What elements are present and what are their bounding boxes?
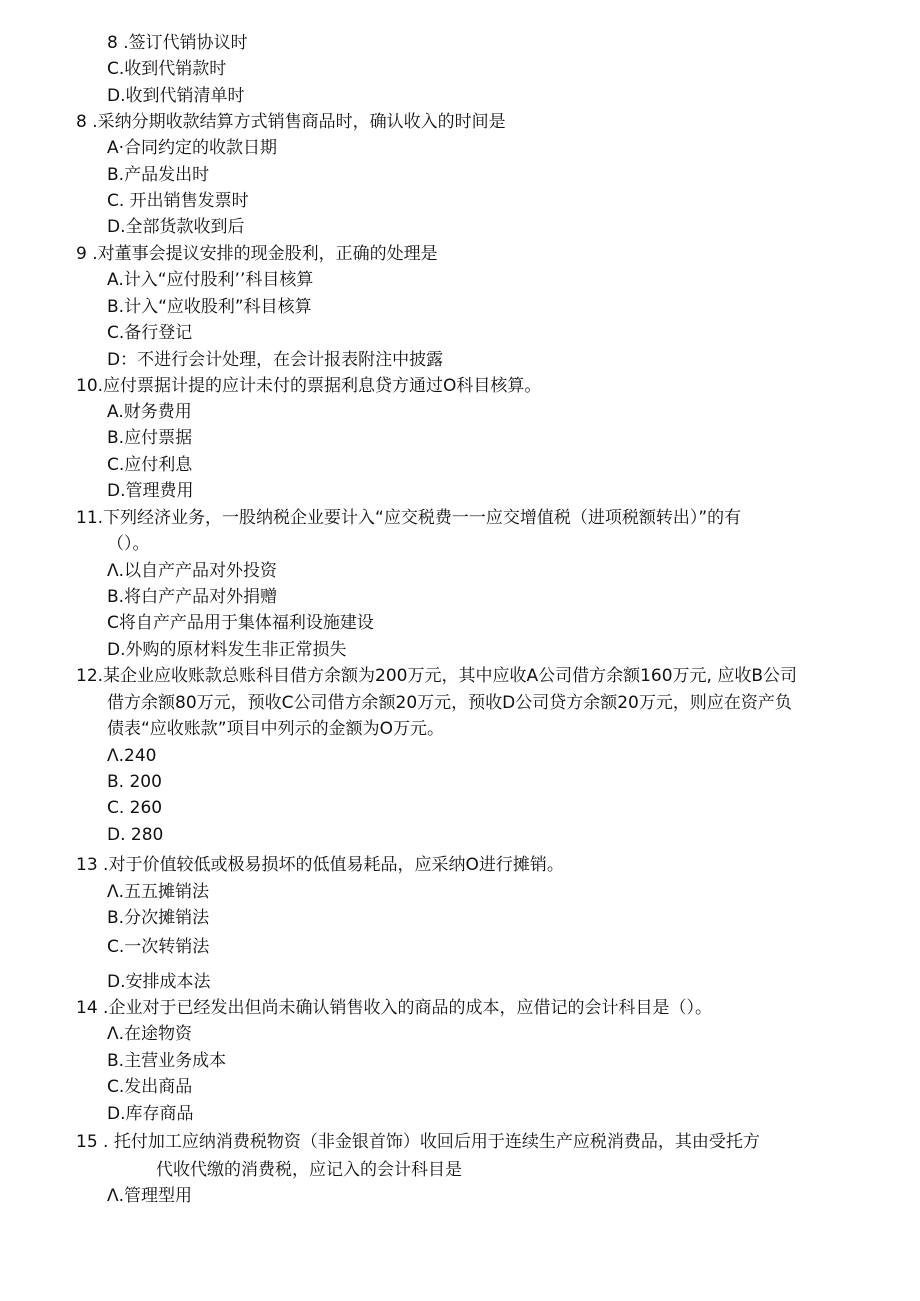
q10-option-b: B.应付票据 bbox=[107, 428, 193, 448]
q11-text: 11.下列经济业务，一股纳税企业要计入“应交税费一一应交增值税（进项税额转出）”的有 bbox=[76, 508, 742, 528]
q13-option-d: D.安排成本法 bbox=[107, 972, 211, 992]
q8-option-a: A·合同约定的收款日期 bbox=[107, 138, 278, 158]
q9-option-d: D：不进行会计处理，在会计报表附注中披露 bbox=[107, 350, 444, 370]
q13-option-a: Λ.五五摊销法 bbox=[107, 882, 210, 902]
q7-option-b: 8 .签订代销协议时 bbox=[107, 33, 248, 53]
q13-option-b: B.分次摊销法 bbox=[107, 908, 210, 928]
q14-text: 14 .企业对于已经发出但尚未确认销售收入的商品的成本，应借记的会计科目是（）。 bbox=[76, 998, 712, 1018]
q10-option-c: C.应付利息 bbox=[107, 455, 193, 475]
q14-option-b: B.主营业务成本 bbox=[107, 1051, 227, 1071]
q9-option-c: C.备行登记 bbox=[107, 323, 193, 343]
q12-text-cont-1: 借方余额80万元，预收C公司借方余额20万元，预收D公司贷方余额20万元，则应在资产负 bbox=[107, 693, 792, 713]
q9-text: 9 .对董事会提议安排的现金股利，正确的处理是 bbox=[76, 244, 438, 264]
q8-option-c: C. 开出销售发票时 bbox=[107, 191, 249, 211]
q11-option-b: B.将白产产品对外捐赠 bbox=[107, 587, 278, 607]
q13-text: 13 .对于价值较低或极易损坏的低值易耗品，应采纳O进行摊销。 bbox=[76, 855, 564, 875]
q10-option-a: A.财务费用 bbox=[107, 402, 192, 422]
q12-text: 12.某企业应收账款总账科目借方余额为200万元，其中应收A公司借方余额160万元, 应收B公司 bbox=[76, 666, 798, 686]
q15-text: 15 . 托付加工应纳消费税物资（非金银首饰）收回后用于连续生产应税消费品，其由受托方 bbox=[76, 1132, 760, 1152]
q14-option-a: Λ.在途物资 bbox=[107, 1024, 193, 1044]
q9-option-a: A.计入“应付股利’’科目核算 bbox=[107, 270, 314, 290]
q12-option-c: C. 260 bbox=[107, 798, 163, 818]
q11-text-cont: （）。 bbox=[107, 534, 150, 554]
q8-option-b: B.产品发出时 bbox=[107, 165, 210, 185]
q12-text-cont-2: 债表“应收账款”项目中列示的金额为O万元。 bbox=[107, 719, 444, 739]
q15-text-cont: 代收代缴的消费税，应记入的会计科目是 bbox=[156, 1160, 462, 1180]
q11-option-c: C将自产产品用于集体福利设施建设 bbox=[107, 613, 374, 633]
q14-option-d: D.库存商品 bbox=[107, 1104, 194, 1124]
q7-option-d: D.收到代销清单时 bbox=[107, 86, 245, 106]
q12-option-d: D. 280 bbox=[107, 825, 164, 845]
q11-option-a: Λ.以自产产品对外投资 bbox=[107, 561, 278, 581]
q8-option-d: D.全部货款收到后 bbox=[107, 217, 245, 237]
q10-option-d: D.管理费用 bbox=[107, 481, 194, 501]
q11-option-d: D.外购的原材料发生非正常损失 bbox=[107, 640, 347, 660]
q9-option-b: B.计入“应收股利”科目核算 bbox=[107, 297, 312, 317]
q10-text: 10.应付票据计提的应计未付的票据利息贷方通过O科目核算。 bbox=[76, 376, 542, 396]
q15-option-a: Λ.管理型用 bbox=[107, 1186, 193, 1206]
q8-text: 8 .采纳分期收款结算方式销售商品时，确认收入的时间是 bbox=[76, 112, 506, 132]
q14-option-c: C.发出商品 bbox=[107, 1077, 193, 1097]
q12-option-a: Λ.240 bbox=[107, 746, 157, 766]
q13-option-c: C.一次转销法 bbox=[107, 937, 210, 957]
q12-option-b: B. 200 bbox=[107, 772, 162, 792]
q7-option-c: C.收到代销款时 bbox=[107, 59, 227, 79]
